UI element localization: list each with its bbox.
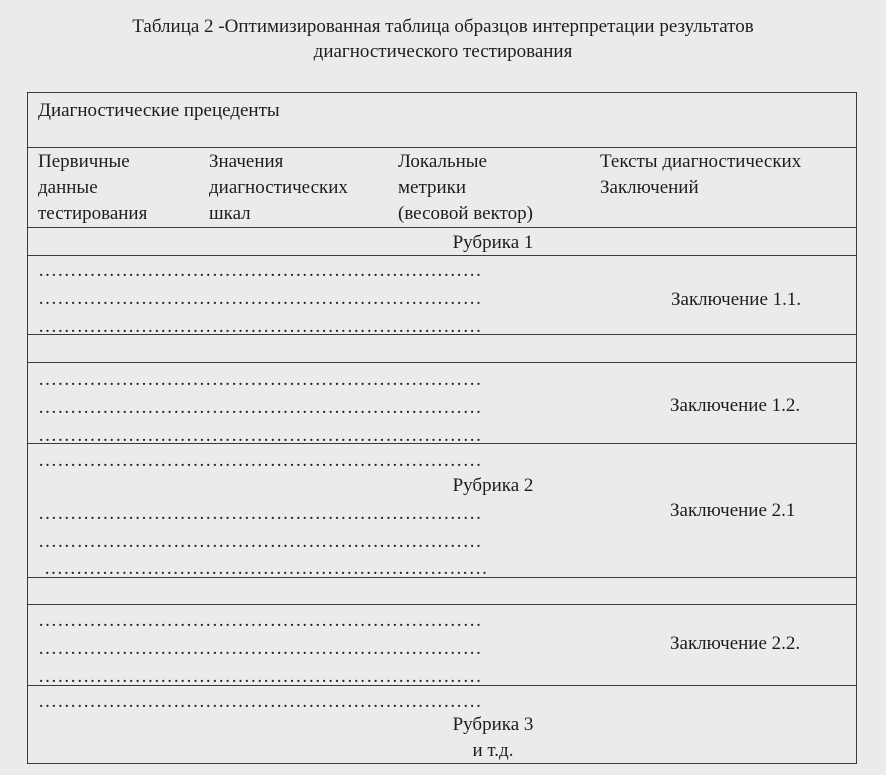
row-divider xyxy=(28,685,856,686)
table-caption xyxy=(0,14,886,64)
rubric-3-label: Рубрика 3 xyxy=(452,714,534,735)
dots-row: …………………………………………………………… xyxy=(44,558,488,579)
interpretation-table xyxy=(27,92,857,764)
etc-label: и т.д. xyxy=(472,740,514,761)
column-header-local-metrics: Локальные метрики (весовой вектор) xyxy=(398,151,533,224)
column-header-primary-data: Первичные данные тестирования xyxy=(38,151,148,224)
caption-line-1: Таблица 2 -Оптимизированная таблица образцов интерпретации результатов xyxy=(132,16,754,37)
dots-row: …………………………………………………………… xyxy=(38,691,482,712)
caption-line-2: диагностического тестирования xyxy=(313,41,573,62)
dots-row: …………………………………………………………… xyxy=(38,397,482,418)
row-divider xyxy=(28,334,856,335)
dots-row: …………………………………………………………… xyxy=(38,531,482,552)
conclusion-1-1: Заключение 1.1. xyxy=(671,289,802,310)
dots-row: …………………………………………………………… xyxy=(38,503,482,524)
conclusion-2-2: Заключение 2.2. xyxy=(670,633,801,654)
dots-row: …………………………………………………………… xyxy=(38,638,482,659)
row-divider xyxy=(28,577,856,578)
dots-row: …………………………………………………………… xyxy=(38,666,482,687)
row-divider xyxy=(28,255,856,256)
dots-row: …………………………………………………………… xyxy=(38,450,482,471)
dots-row: …………………………………………………………… xyxy=(38,316,482,337)
row-divider xyxy=(28,362,856,363)
group-header: Диагностические прецеденты xyxy=(38,100,280,121)
column-header-scale-values: Значения диагностических шкал xyxy=(209,151,348,224)
dots-row: …………………………………………………………… xyxy=(38,288,482,309)
dots-row: …………………………………………………………… xyxy=(38,610,482,631)
row-divider xyxy=(28,227,856,228)
dots-row: …………………………………………………………… xyxy=(38,425,482,446)
row-divider xyxy=(28,604,856,605)
row-divider xyxy=(28,147,856,148)
column-header-conclusion-texts: Тексты диагностических Заключений xyxy=(600,151,802,198)
rubric-2-label: Рубрика 2 xyxy=(452,475,534,496)
dots-row: …………………………………………………………… xyxy=(38,369,482,390)
dots-row: …………………………………………………………… xyxy=(38,260,482,281)
conclusion-1-2: Заключение 1.2. xyxy=(670,395,801,416)
row-divider xyxy=(28,443,856,444)
rubric-1-label: Рубрика 1 xyxy=(452,232,534,253)
conclusion-2-1: Заключение 2.1 xyxy=(670,500,796,521)
